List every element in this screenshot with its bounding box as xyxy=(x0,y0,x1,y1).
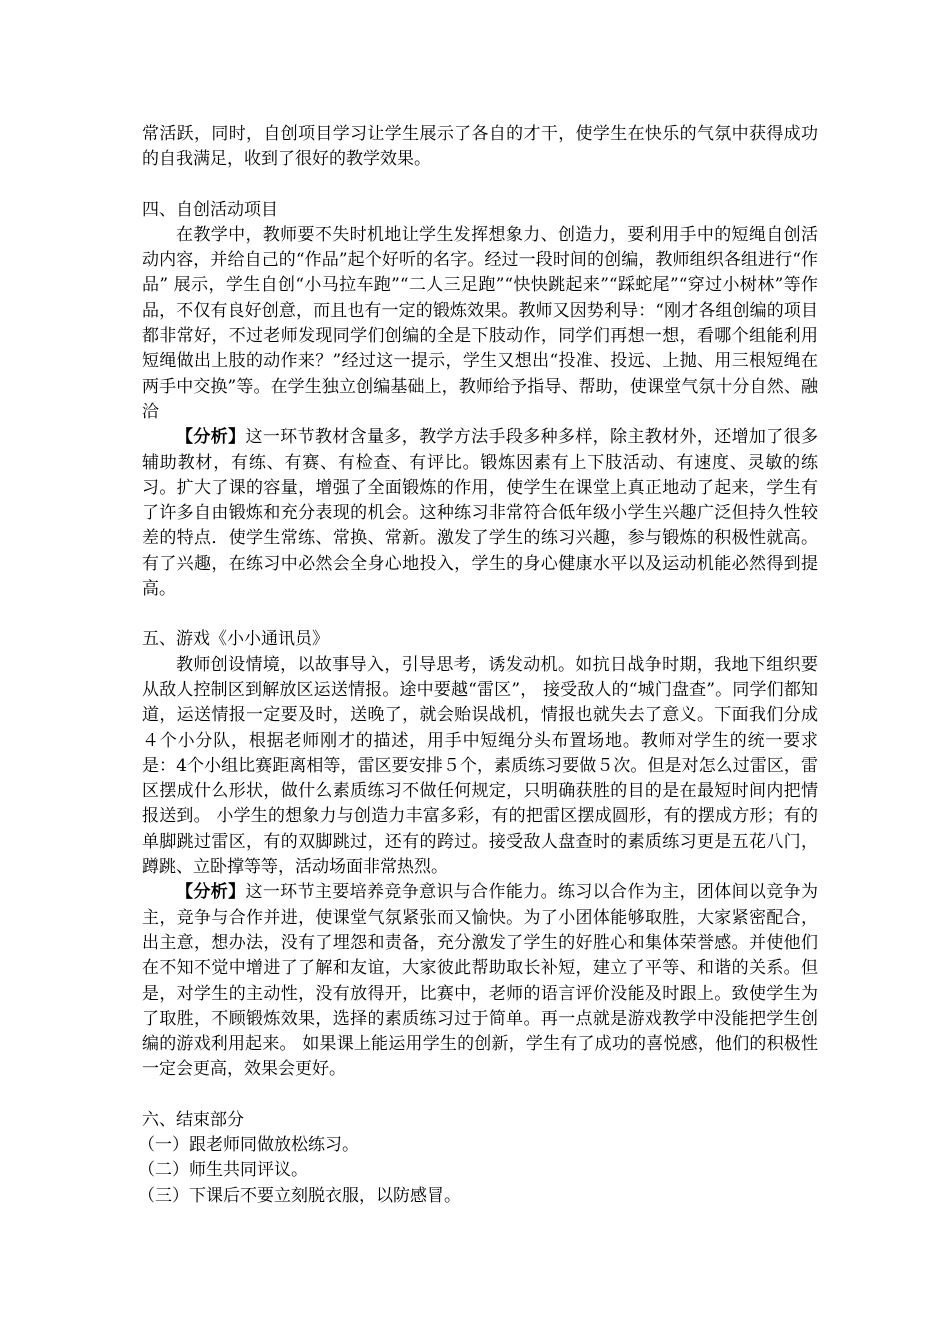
analysis-label: 【分析】 xyxy=(176,427,246,448)
list-item: （三）下课后不要立刻脱衣服，以防感冒。 xyxy=(138,1185,461,1206)
list-item: （一）跟老师同做放松练习。 xyxy=(138,1134,359,1155)
section-4-body: 在教学中，教师要不失时机地让学生发挥想象力、创造力，要利用手中的短绳自创活动内容，并给自己的“作品”起个好听的名字。经过一段时间的创编，教师组织各组进行“作品” 展示，学生自创“小马拉车跑”“二人三足跑”“快快跳起来”“踩蛇尾”“穿过小树林”等作品，不仅有良好创意，而且也有一定的锻炼效果。教师又因势利导：“刚才各组创编的项目都非常好，不过老师发现同学们创编的全是下肢动作，同学们再想一想，看哪个组能利用短绳做出上肢的动作来？”经过这一提示，学生又想出“投准、投远、上抛、用三根短绳在两手中交换”等。在学生独立创编基础上，教师给予指导、帮助，使课堂气氛十分自然、融洽 xyxy=(142,224,818,422)
paragraph-gap xyxy=(142,1083,818,1108)
analysis-label: 【分析】 xyxy=(176,882,246,903)
section-5-analysis xyxy=(142,880,818,1082)
section-4-analysis-text: 这一环节教材含量多，教学方法手段多种多样，除主教材外，还增加了很多辅助教材，有练、有赛、有检查、有评比。锻炼因素有上下肢活动、有速度、灵敏的练习。扩大了课的容量，增强了全面锻炼的作用，使学生在课堂上真正地动了起来，学生有了许多自由锻炼和充分表现的机会。这种练习非常符合低年级小学生兴趣广泛但持久性较差的特点．使学生常练、常换、常新。激发了学生的练习兴趣，参与锻炼的积极性就高。有了兴趣，在练习中必然会全身心地投入，学生的身心健康水平以及运动机能必然得到提高。 xyxy=(142,427,819,600)
section-5-body: 教师创设情境，以故事导入，引导思考，诱发动机。如抗日战争时期，我地下组织要从敌人控制区到解放区运送情报。途中要越“雷区”， 接受敌人的“城门盘查”。同学们都知道，运送情报一定要及时，送晚了，就会贻误战机，情报也就失去了意义。下面我们分成４个小分队，根据老师刚才的描述，用手中短绳分头布置场地。教师对学生的统一要求是：4个小组比赛距离相等，雷区要安排５个，素质练习要做５次。但是对怎么过雷区，雷区摆成什么形状，做什么素质练习不做任何规定，只明确获胜的目的是在最短时间内把情报送到。 小学生的想象力与创造力丰富多彩，有的把雷区摆成圆形，有的摆成方形；有的单脚跳过雷区，有的双脚跳过，还有的跨过。接受敌人盘查时的素质练习更是五花八门，蹲跳、立卧撑等等，活动场面非常热烈。 xyxy=(142,654,818,878)
section-4-analysis xyxy=(142,425,818,602)
list-item: （二）师生共同评议。 xyxy=(138,1160,308,1181)
intro-paragraph: 常活跃，同时，自创项目学习让学生展示了各自的才干，使学生在快乐的气氛中获得成功的自我满足，收到了很好的教学效果。 xyxy=(142,124,818,170)
section-4-heading: 四、自创活动项目 xyxy=(142,199,278,220)
document-page xyxy=(138,122,819,1209)
paragraph-gap xyxy=(142,602,818,627)
paragraph-gap xyxy=(142,173,818,198)
section-6-heading: 六、结束部分 xyxy=(142,1109,244,1130)
section-5-analysis-text: 这一环节主要培养竞争意识与合作能力。练习以合作为主，团体间以竞争为主，竞争与合作并进，使课堂气氛紧张而又愉快。为了小团体能够取胜，大家紧密配合，出主意，想办法，没有了埋怨和责备，充分激发了学生的好胜心和集体荣誉感。并使他们在不知不觉中增进了了解和友谊，大家彼此帮助取长补短，建立了平等、和谐的关系。但是，对学生的主动性，没有放得开，比赛中，老师的语言评价没能及时跟上。致使学生为了取胜，不顾锻炼效果，选择的素质练习过于简单。再一点就是游戏教学中没能把学生创编的游戏利用起来。 如果课上能运用学生的创新，学生有了成功的喜悦感，他们的积极性一定会更高，效果会更好。 xyxy=(142,882,819,1080)
section-5-heading: 五、游戏《小小通讯员》 xyxy=(142,629,329,650)
